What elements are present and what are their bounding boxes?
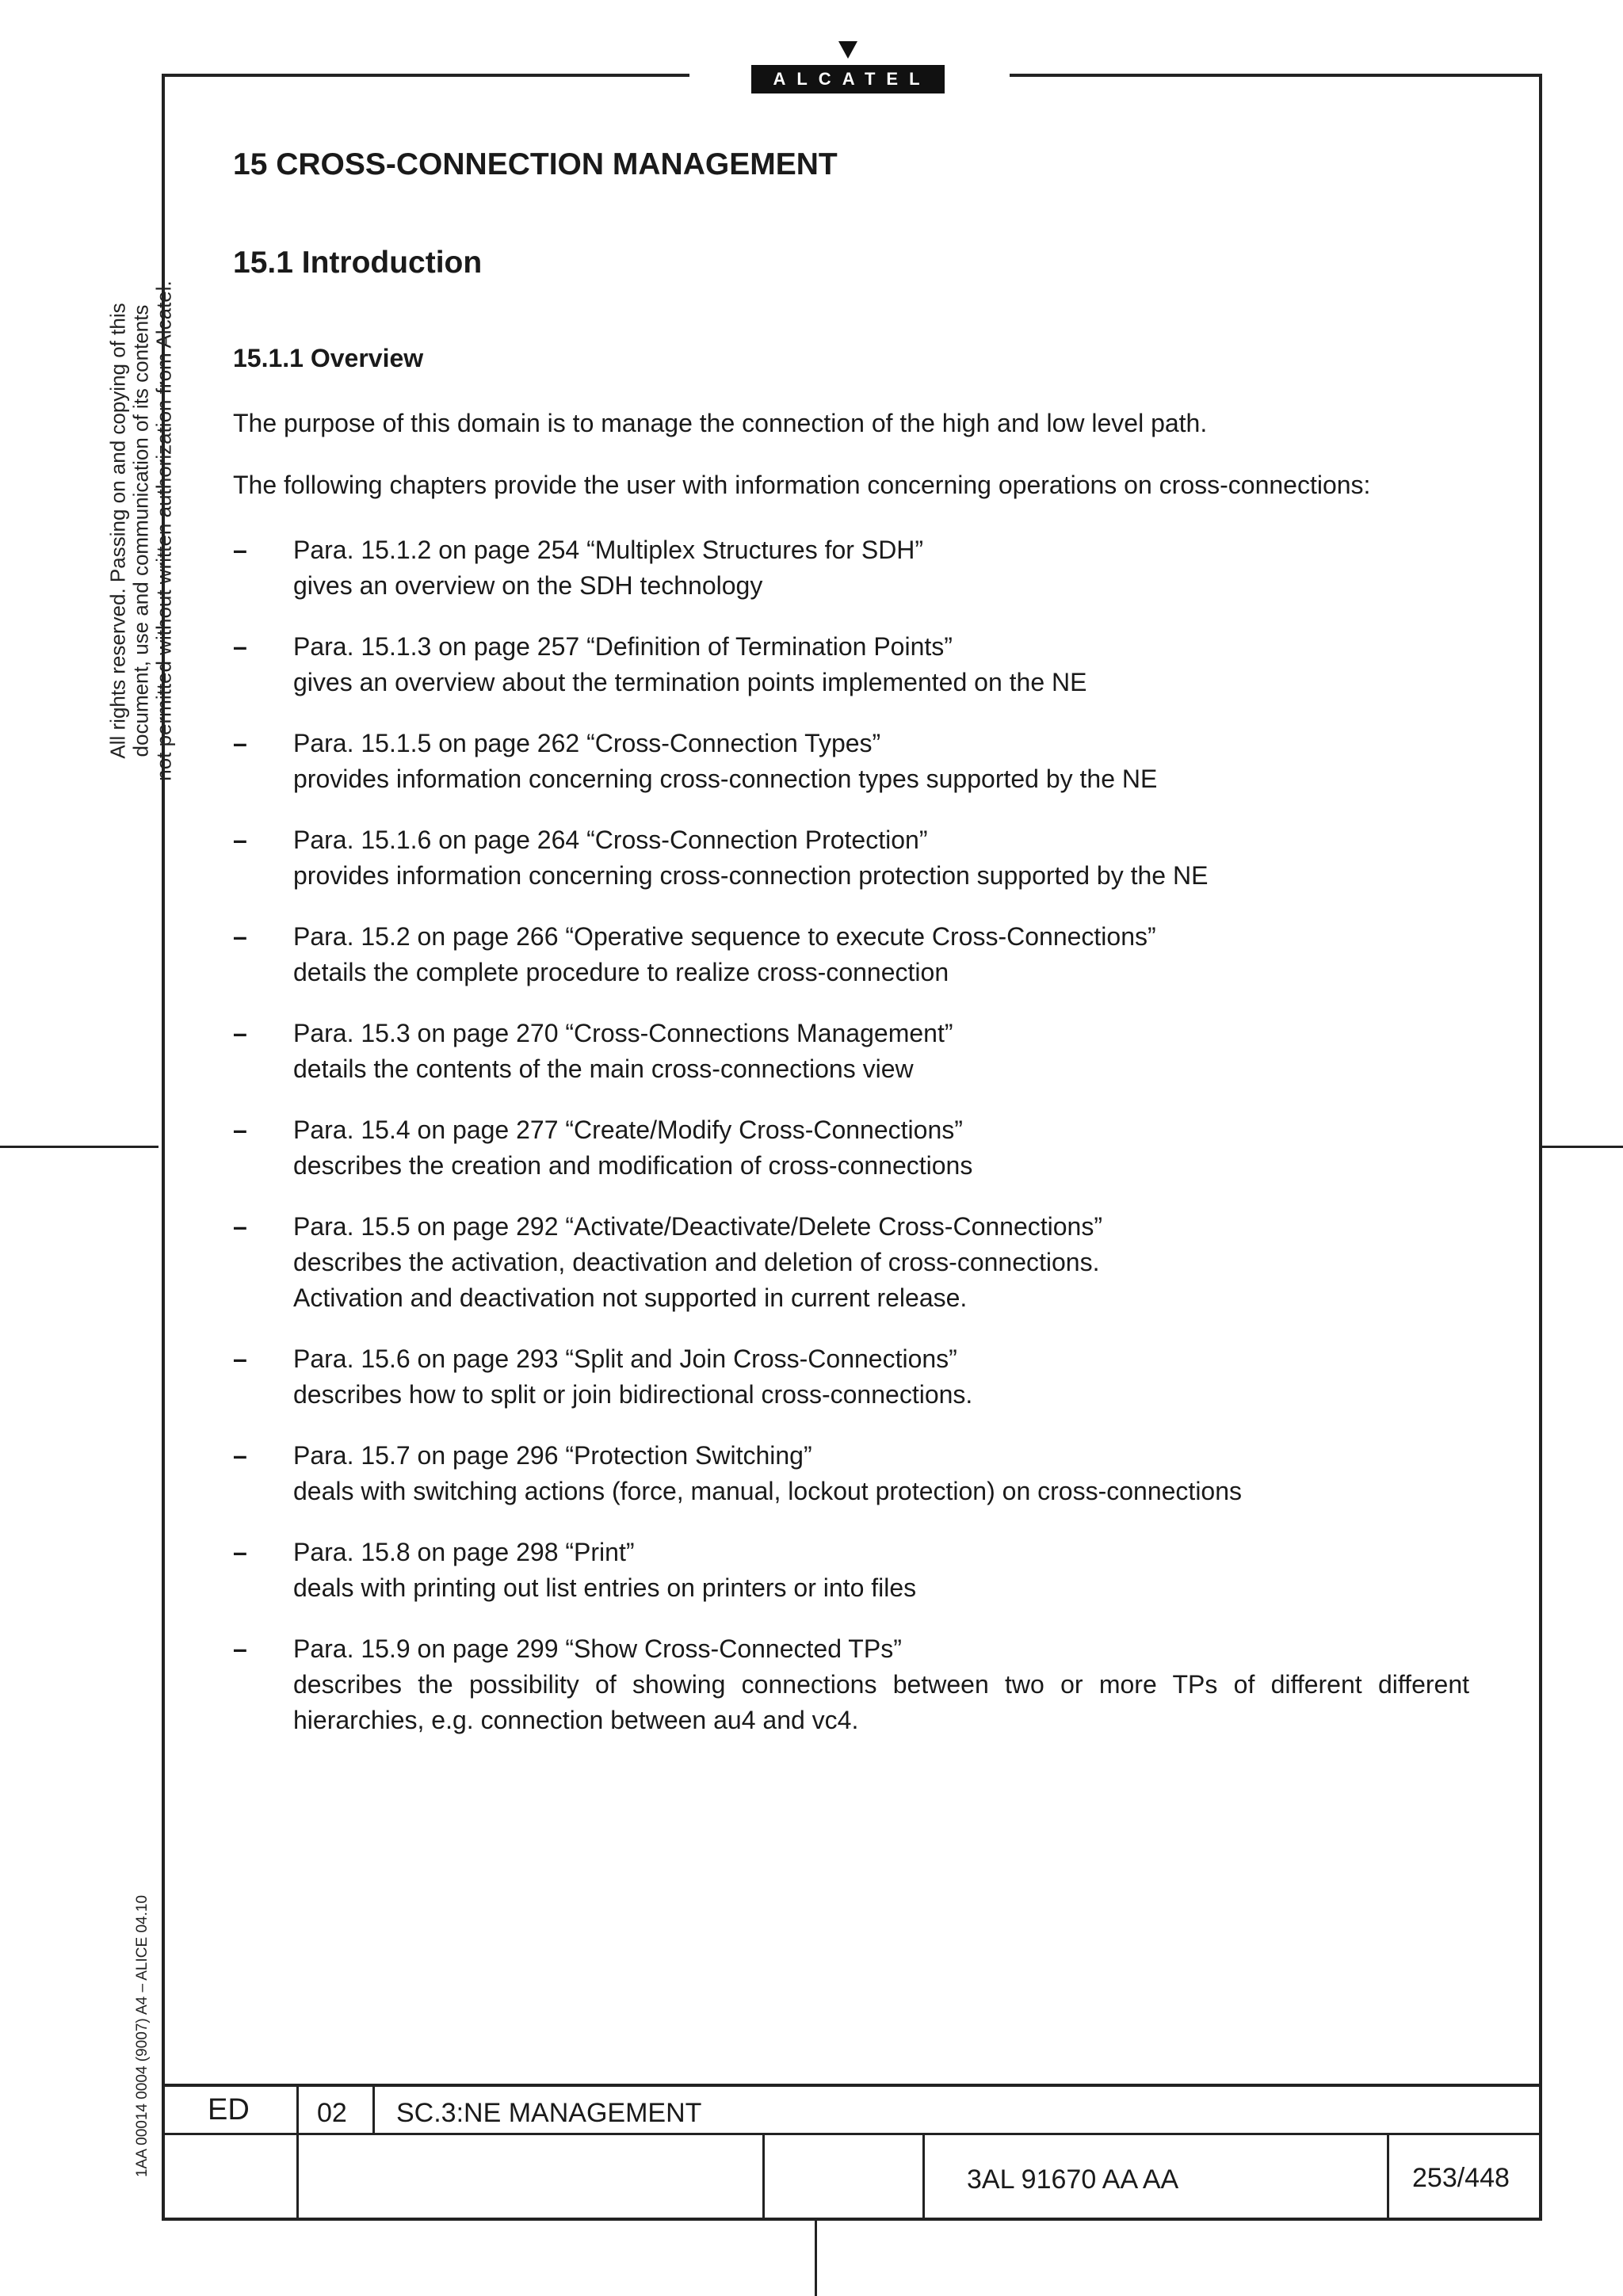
list-item [233,726,1469,797]
reference-link[interactable]: Para. 15.2 on page 266 “Operative sequence to execute Cross-Connections” [293,922,1156,951]
reference-description: describes the possibility of showing connections between two or more TPs of different different hierarchies, e.g. connection between au4 and vc4. [293,1670,1469,1734]
footer-row-divider [162,2133,1539,2135]
lead-paragraph: The following chapters provide the user with information concerning operations on cross-connections: [233,471,1371,499]
reference-description: deals with printing out list entries on printers or into files [293,1573,917,1602]
chapter-reference-list [233,532,1469,1764]
reference-link[interactable]: Para. 15.6 on page 293 “Split and Join Cross-Connections” [293,1344,957,1373]
reference-link[interactable]: Para. 15.5 on page 292 “Activate/Deactivate/Delete Cross-Connections” [293,1212,1102,1241]
document-form-code: 1AA 00014 0004 (9007) A4 – ALICE 04.10 [134,1895,151,2178]
page-number: 253/448 [1412,2163,1510,2193]
footer-col-divider [762,2133,765,2221]
list-dash: – [233,1344,247,1373]
list-dash: – [233,922,247,951]
footer-col-divider [1387,2133,1389,2221]
subsection-title: 15.1 Introduction [233,246,483,280]
footer-col-divider [296,2087,299,2221]
reference-description: details the contents of the main cross-connections view [293,1055,914,1083]
list-dash: – [233,826,247,854]
reference-description: describes the creation and modification of cross-connections [293,1151,973,1180]
alcatel-logo [751,41,945,93]
list-dash: – [233,729,247,757]
list-item [233,822,1469,894]
list-dash: – [233,1212,247,1241]
footer-title-block [162,2084,1542,2221]
logo-triangle-icon [838,41,857,59]
reference-description: deals with switching actions (force, manual, lockout protection) on cross-connections [293,1477,1243,1505]
list-item [233,1016,1469,1087]
footer-col-divider [372,2087,375,2133]
list-dash: – [233,536,247,564]
list-item [233,919,1469,990]
edition-label: ED [208,2093,250,2126]
chapter-title: 15 CROSS-CONNECTION MANAGEMENT [233,147,838,181]
list-dash: – [233,1019,247,1047]
reference-link[interactable]: Para. 15.3 on page 270 “Cross-Connections Management” [293,1019,953,1047]
reference-description: provides information concerning cross-connection types supported by the NE [293,765,1158,793]
reference-description: describes the activation, deactivation and deletion of cross-connections. [293,1248,1100,1276]
list-item [233,1535,1469,1606]
reference-description: describes how to split or join bidirectional cross-connections. [293,1380,973,1409]
list-item [233,1631,1469,1738]
reference-description: gives an overview about the termination points implemented on the NE [293,668,1087,696]
reference-link[interactable]: Para. 15.1.3 on page 257 “Definition of Termination Points” [293,632,953,661]
list-item [233,629,1469,700]
reference-description: gives an overview on the SDH technology [293,571,763,600]
footer-col-divider [922,2133,925,2221]
copyright-notice [107,230,176,832]
list-dash: – [233,1441,247,1470]
section-name: SC.3:NE MANAGEMENT [396,2098,702,2128]
logo-text: ALCATEL [751,65,945,93]
reference-link[interactable]: Para. 15.1.6 on page 264 “Cross-Connection Protection” [293,826,928,854]
intro-paragraph: The purpose of this domain is to manage the connection of the high and low level path. [233,409,1208,437]
reference-link[interactable]: Para. 15.8 on page 298 “Print” [293,1538,635,1566]
list-dash: – [233,1634,247,1663]
list-dash: – [233,1538,247,1566]
reference-link[interactable]: Para. 15.7 on page 296 “Protection Switching” [293,1441,812,1470]
list-item [233,1438,1469,1509]
reference-note: Activation and deactivation not supported in current release. [293,1283,968,1312]
copyright-line: not permitted without written authorization from Alcatel. [151,280,176,781]
list-item [233,1209,1469,1316]
list-dash: – [233,1116,247,1144]
list-item [233,1112,1469,1184]
crop-mark-right [1542,1146,1623,1148]
reference-link[interactable]: Para. 15.4 on page 277 “Create/Modify Cross-Connections” [293,1116,963,1144]
crop-mark-bottom [815,2221,817,2296]
reference-link[interactable]: Para. 15.1.2 on page 254 “Multiplex Structures for SDH” [293,536,924,564]
reference-link[interactable]: Para. 15.9 on page 299 “Show Cross-Connected TPs” [293,1634,902,1663]
list-item [233,532,1469,604]
edition-number: 02 [317,2098,347,2128]
list-item [233,1341,1469,1413]
subsubsection-title: 15.1.1 Overview [233,344,424,372]
reference-description: provides information concerning cross-connection protection supported by the NE [293,861,1209,890]
copyright-line: document, use and communication of its contents [128,304,153,757]
reference-link[interactable]: Para. 15.1.5 on page 262 “Cross-Connection Types” [293,729,881,757]
crop-mark-left [0,1146,158,1148]
reference-description: details the complete procedure to realize cross-connection [293,958,949,986]
document-number: 3AL 91670 AA AA [967,2164,1179,2195]
list-dash: – [233,632,247,661]
copyright-line: All rights reserved. Passing on and copying of this [105,303,130,759]
